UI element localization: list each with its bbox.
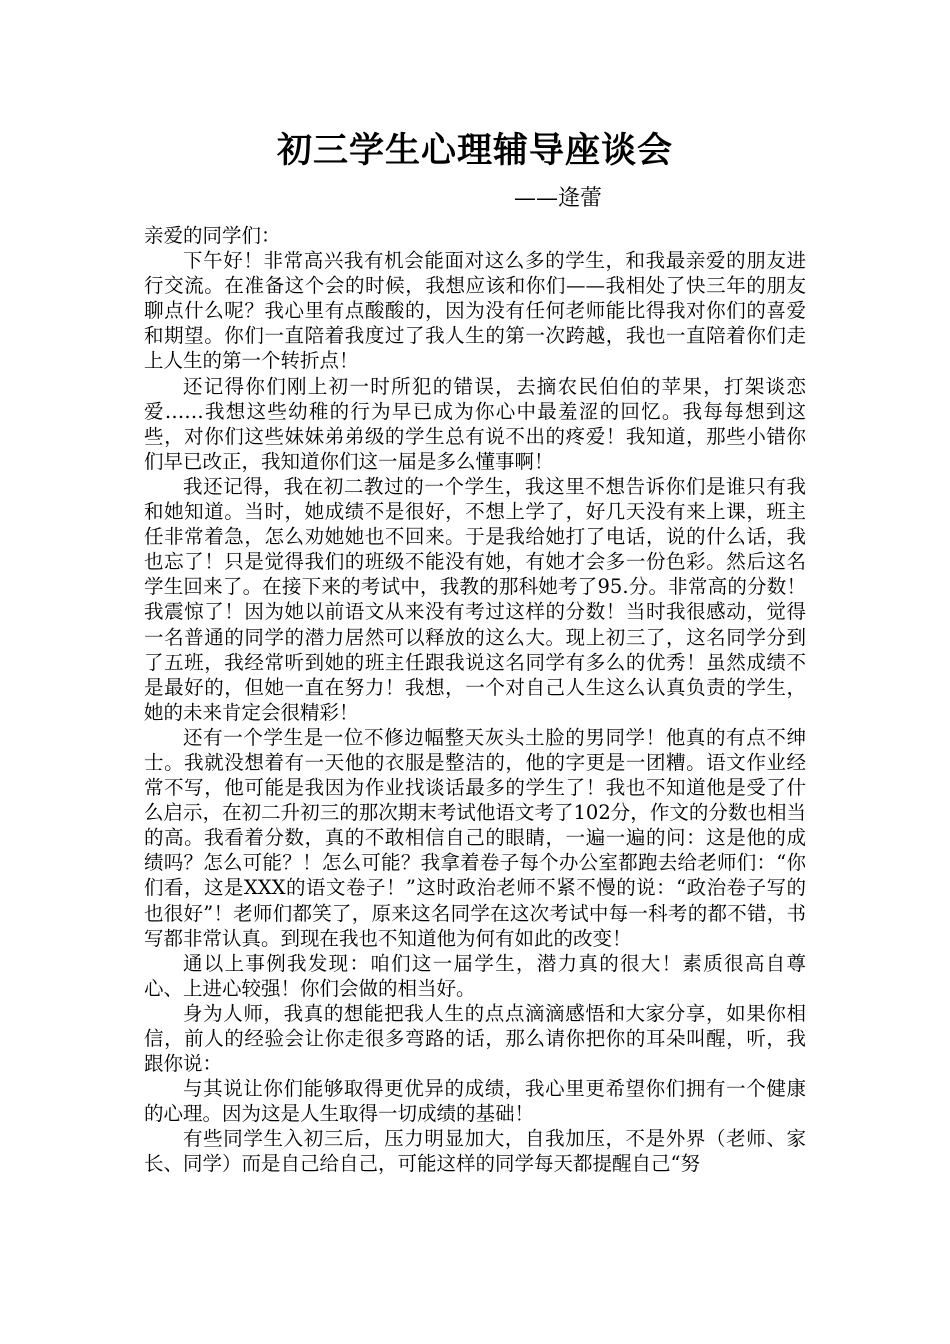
paragraph: 还记得你们刚上初一时所犯的错误，去摘农民伯伯的苹果，打架谈恋爱……我想这些幼稚的行为早已成为你心中最羞涩的回忆。我每每想到这些，对你们这些妹妹弟弟级的学生总有说不出的疼爱！我知道，那些小错你们早已改正，我知道你们这一届是多么懂事啊！: [144, 374, 806, 473]
paragraph: 有些同学生入初三后，压力明显加大，自我加压，不是外界（老师、家长、同学）而是自己给自己，可能这样的同学每天都提醒自己“努: [144, 1127, 806, 1176]
paragraph: 我还记得，我在初二教过的一个学生，我这里不想告诉你们是谁只有我和她知道。当时，她成绩不是很好，不想上学了，好几天没有来上课，班主任非常着急，怎么劝她她也不回来。于是我给她打了电话，说的什么话，我也忘了！只是觉得我们的班级不能没有她，有她才会多一份色彩。然后这名学生回来了。在接下来的考试中，我教的那科她考了95.分。非常高的分数！我震惊了！因为她以前语文从来没有考过这样的分数！当时我很感动，觉得一名普通的同学的潜力居然可以释放的这么大。现上初三了，这名同学分到了五班，我经常听到她的班主任跟我说这名同学有多么的优秀！虽然成绩不是最好的，但她一直在努力！我想，一个对自己人生这么认真负责的学生，她的未来肯定会很精彩！: [144, 474, 806, 724]
paragraph: 通以上事例我发现：咱们这一届学生，潜力真的很大！素质很高自尊心、上进心较强！你们会做的相当好。: [144, 951, 806, 1000]
paragraph: 还有一个学生是一位不修边幅整天灰头土脸的男同学！他真的有点不绅士。我就没想着有一天他的衣服是整洁的，他的字更是一团糟。语文作业经常不写，他可能是我因为作业找谈话最多的学生了！我也不知道他是受了什么启示，在初二升初三的那次期末考试他语文考了102分，作文的分数也相当的高。我看着分数，真的不敢相信自己的眼睛，一遍一遍的问：这是他的成绩吗？怎么可能？！怎么可能？我拿着卷子每个办公室都跑去给老师们：“你们看，这是XXX的语文卷子！”这时政治老师不紧不慢的说：“政治卷子写的也很好”！老师们都笑了，原来这名同学在这次考试中每一科考的都不错，书写都非常认真。到现在我也不知道他为何有如此的改变！: [144, 725, 806, 950]
paragraph: 下午好！非常高兴我有机会能面对这么多的学生，和我最亲爱的朋友进行交流。在准备这个会的时候，我想应该和你们——我相处了快三年的朋友聊点什么呢？我心里有点酸酸的，因为没有任何老师能比得我对你们的喜爱和期望。你们一直陪着我度过了我人生的第一次跨越，我也一直陪着你们走上人生的第一个转折点！: [144, 249, 806, 373]
document-body: [144, 223, 806, 1177]
document-author: ——逄蕾: [514, 186, 603, 211]
paragraph: 与其说让你们能够取得更优异的成绩，我心里更希望你们拥有一个健康的心理。因为这是人生取得一切成绩的基础！: [144, 1077, 806, 1126]
salutation: 亲爱的同学们：: [144, 224, 281, 247]
document-title: 初三学生心理辅导座谈会: [276, 130, 673, 171]
paragraph: 身为人师，我真的想能把我人生的点点滴滴感悟和大家分享，如果你相信，前人的经验会让你走很多弯路的话，那么请你把你的耳朵叫醒，听，我跟你说：: [144, 1001, 806, 1076]
